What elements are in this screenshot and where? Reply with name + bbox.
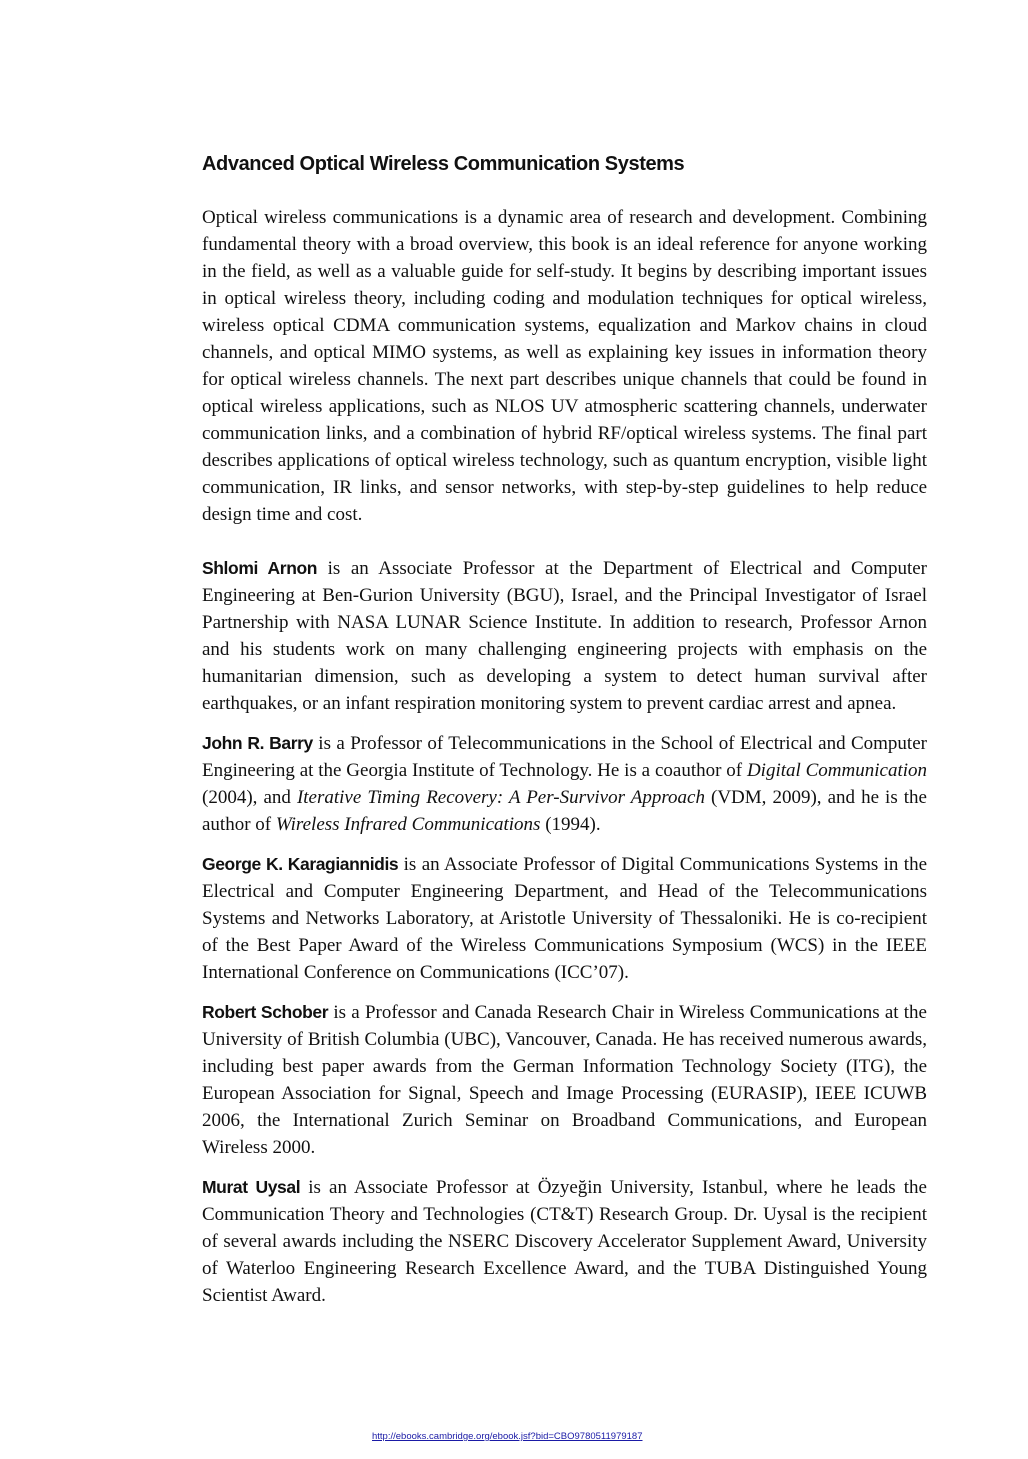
author-bio-text: (VDM, 2009), and he is the author of — [202, 787, 927, 835]
author-bio-uysal — [202, 1174, 927, 1309]
author-name: Shlomi Arnon — [202, 558, 318, 578]
source-link[interactable]: http://ebooks.cambridge.org/ebook.jsf?bid=CBO9780511979187 — [372, 1431, 643, 1442]
book-title: Advanced Optical Wireless Communication Systems — [202, 153, 685, 175]
book-title-italic: Wireless Infrared Communications — [275, 814, 541, 835]
author-bio-text: is a Professor of Telecommunications in the School of Electrical and Computer Engineering at the Georgia Institute of Technology. He is a coauthor of — [202, 733, 927, 781]
author-name: George K. Karagiannidis — [202, 854, 399, 874]
book-title-italic: Iterative Timing Recovery: A Per-Survivor Approach — [296, 787, 705, 808]
author-name: Murat Uysal — [202, 1177, 301, 1197]
author-bio-text: is a Professor and Canada Research Chair in Wireless Communications at the University of British Columbia (UBC), Vancouver, Canada. He has received numerous awards, including best paper awards from the German Information Technology Society (ITG), the European Association for Signal, Speech and Image Processing (EURASIP), IEEE ICUWB 2006, the International Zurich Seminar on Broadband Communications, and European Wireless 2000. — [202, 1002, 927, 1158]
author-name: John R. Barry — [202, 733, 313, 753]
book-title-italic: Digital Communication — [746, 760, 927, 781]
author-bio-text: (2004), and — [202, 787, 297, 808]
author-bios — [202, 555, 927, 1309]
page-content — [202, 150, 927, 1322]
author-bio-text: is an Associate Professor at Özyeğin University, Istanbul, where he leads the Communication Theory and Technologies (CT&T) Research Group. Dr. Uysal is the recipient of several awards including the NSERC Discovery Accelerator Supplement Award, University of Waterloo Engineering Research Excellence Award, and the TUBA Distinguished Young Scientist Award. — [202, 1177, 927, 1306]
author-bio-text: is an Associate Professor at the Department of Electrical and Computer Engineering at Ben-Gurion University (BGU), Israel, and the Principal Investigator of Israel Partnership with NASA LUNAR Science Institute. In addition to research, Professor Arnon and his students work on many challenging engineering projects with emphasis on the humanitarian dimension, such as developing a system to detect human survival after earthquakes, or an infant respiration monitoring system to prevent cardiac arrest and apnea. — [202, 558, 927, 714]
author-bio-text: is an Associate Professor of Digital Communications Systems in the Electrical and Computer Engineering Department, and Head of the Telecommunications Systems and Networks Laboratory, at Aristotle University of Thessaloniki. He is co-recipient of the Best Paper Award of the Wireless Communications Symposium (WCS) in the IEEE International Conference on Communications (ICC’07). — [202, 854, 927, 983]
author-name: Robert Schober — [202, 1002, 329, 1022]
author-bio-text: (1994). — [540, 814, 601, 835]
author-bio-barry — [202, 730, 927, 838]
author-bio-schober — [202, 999, 927, 1161]
book-description: Optical wireless communications is a dynamic area of research and development. Combining fundamental theory with a broad overview, this book is an ideal reference for anyone working in the field, as well as a valuable guide for self-study. It begins by describing important issues in optical wireless theory, including coding and modulation techniques for optical wireless, wireless optical CDMA communication systems, equalization and Markov chains in cloud channels, and optical MIMO systems, as well as explaining key issues in information theory for optical wireless channels. The next part describes unique channels that could be found in optical wireless applications, such as NLOS UV atmospheric scattering channels, underwater communication links, and a combination of hybrid RF/optical wireless systems. The final part describes applications of optical wireless technology, such as quantum encryption, visible light communication, IR links, and sensor networks, with step-by-step guidelines to help reduce design time and cost. — [202, 207, 927, 525]
author-bio-arnon — [202, 555, 927, 717]
author-bio-karagiannidis — [202, 851, 927, 986]
